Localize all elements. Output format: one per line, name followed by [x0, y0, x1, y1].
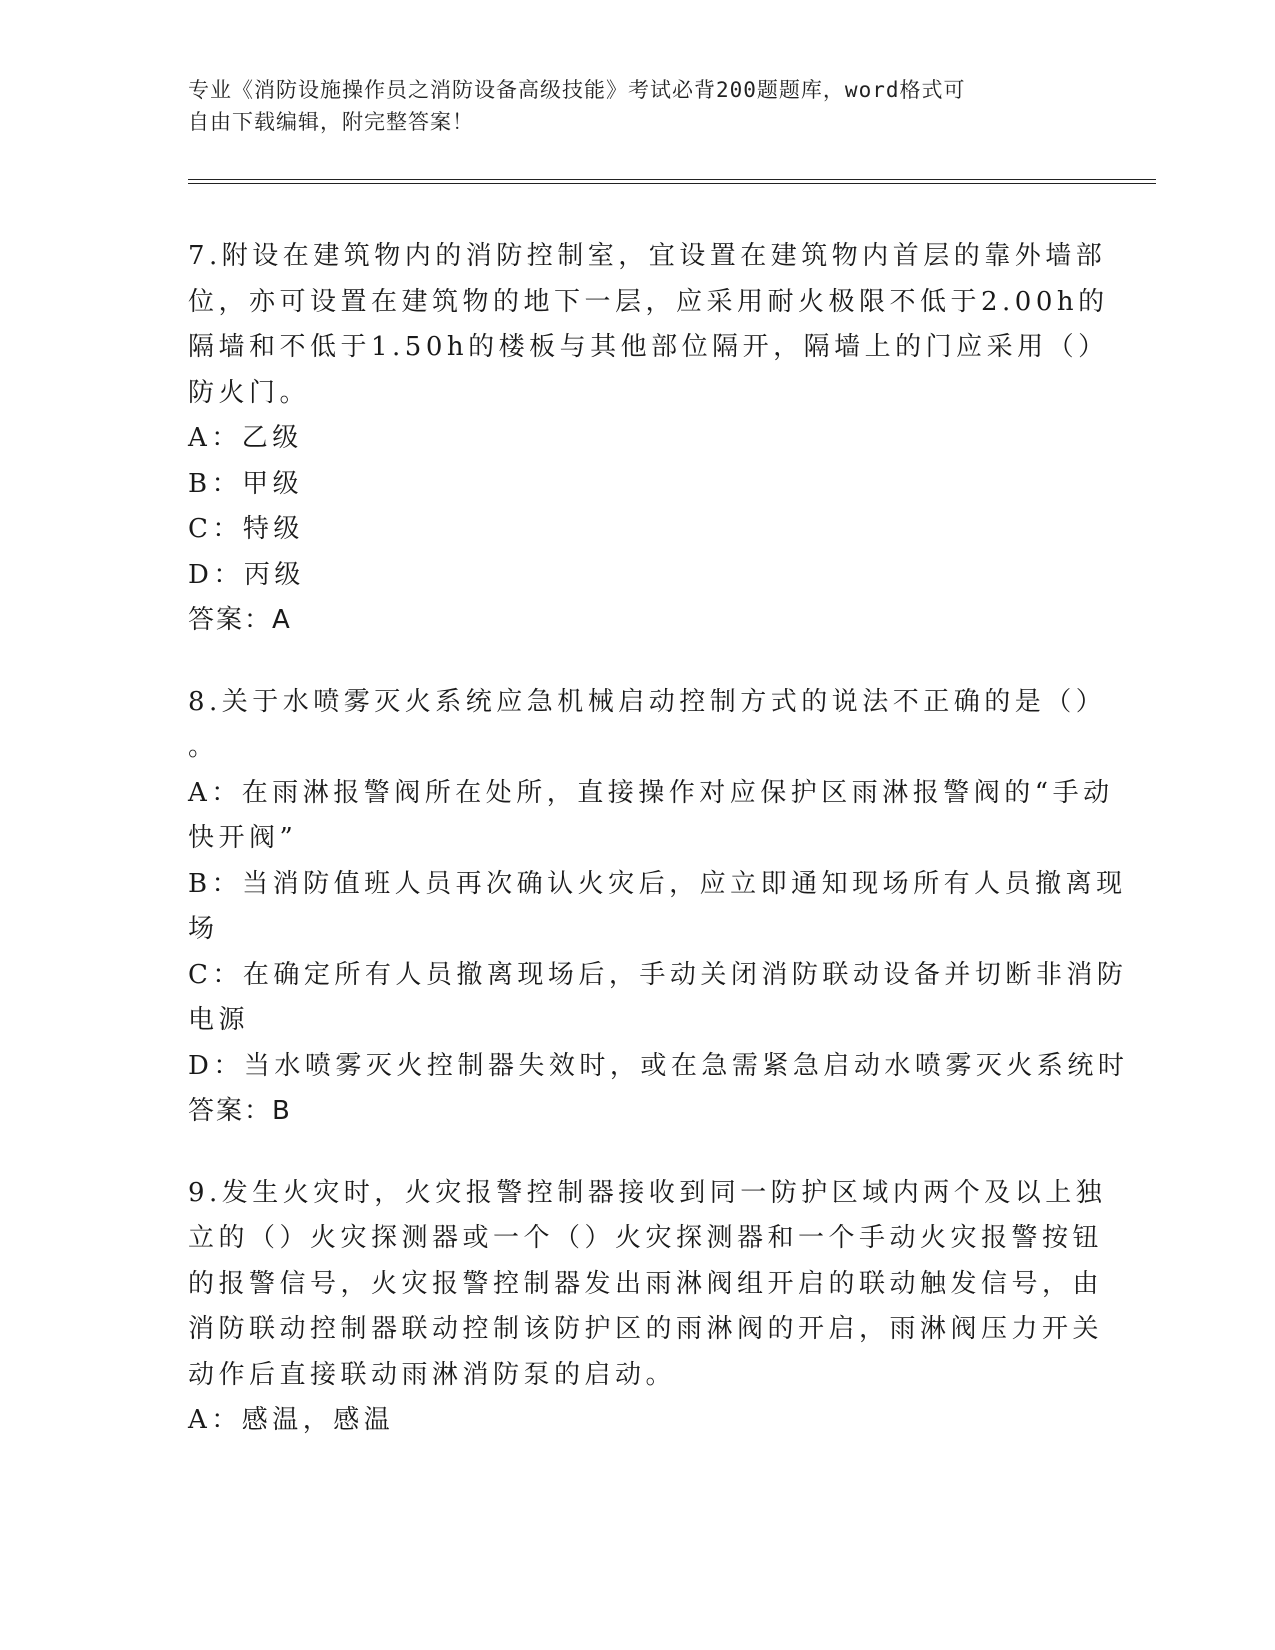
question-text-line: 9.发生火灾时，火灾报警控制器接收到同一防护区域内两个及以上独: [188, 1177, 1107, 1208]
question-text-line: 的报警信号，火灾报警控制器发出雨淋阀组开启的联动触发信号，由: [188, 1268, 1104, 1299]
question-text-line: 动作后直接联动雨淋消防泵的启动。: [188, 1359, 677, 1390]
question-list: [188, 234, 1129, 1480]
option-a: A：乙级: [188, 423, 303, 453]
answer-line: 答案：B: [188, 1096, 292, 1126]
option-b: B：当消防值班人员再次确认火灾后，应立即通知现场所有人员撤离现: [188, 868, 1127, 899]
answer-line: 答案：A: [188, 605, 292, 635]
question-8: [188, 680, 1129, 1135]
option-c-continued: 电源: [188, 1005, 250, 1035]
option-d: D：丙级: [188, 559, 305, 590]
question-text-line: 7.附设在建筑物内的消防控制室，宜设置在建筑物内首层的靠外墙部: [188, 241, 1107, 271]
question-text-line: 。: [188, 732, 219, 762]
document-header: [188, 74, 1088, 138]
question-text-line: 防火门。: [188, 377, 311, 408]
question-text-line: 隔墙和不低于1.50h的楼板与其他部位隔开，隔墙上的门应采用（）: [188, 332, 1109, 362]
option-a: A：感温，感温: [188, 1405, 395, 1435]
option-c: C：特级: [188, 514, 304, 544]
question-text-line: 8.关于水喷雾灭火系统应急机械启动控制方式的说法不正确的是（）: [188, 686, 1107, 717]
question-9: [188, 1171, 1107, 1444]
option-a: A：在雨淋报警阀所在处所，直接操作对应保护区雨淋报警阀的“手动: [188, 777, 1114, 808]
option-b-continued: 场: [188, 914, 219, 944]
question-text-line: 立的（）火灾探测器或一个（）火灾探测器和一个手动火灾报警按钮: [188, 1223, 1104, 1253]
header-rule-top: [188, 179, 1156, 180]
header-line-2: 自由下载编辑，附完整答案！: [188, 110, 474, 134]
header-rule-bottom: [188, 183, 1156, 184]
question-text-line: 消防联动控制器联动控制该防护区的雨淋阀的开启，雨淋阀压力开关: [188, 1314, 1104, 1344]
option-d: D：当水喷雾灭火控制器失效时，或在急需紧急启动水喷雾灭火系统时: [188, 1050, 1129, 1081]
option-c: C：在确定所有人员撤离现场后，手动关闭消防联动设备并切断非消防: [188, 959, 1128, 990]
question-7: [188, 234, 1109, 644]
header-line-1: 专业《消防设施操作员之消防设备高级技能》考试必背200题题库，word格式可: [188, 78, 966, 102]
option-a-continued: 快开阀”: [188, 823, 298, 853]
question-text-line: 位，亦可设置在建筑物的地下一层，应采用耐火极限不低于2.00h的: [188, 286, 1109, 317]
option-b: B：甲级: [188, 468, 304, 499]
